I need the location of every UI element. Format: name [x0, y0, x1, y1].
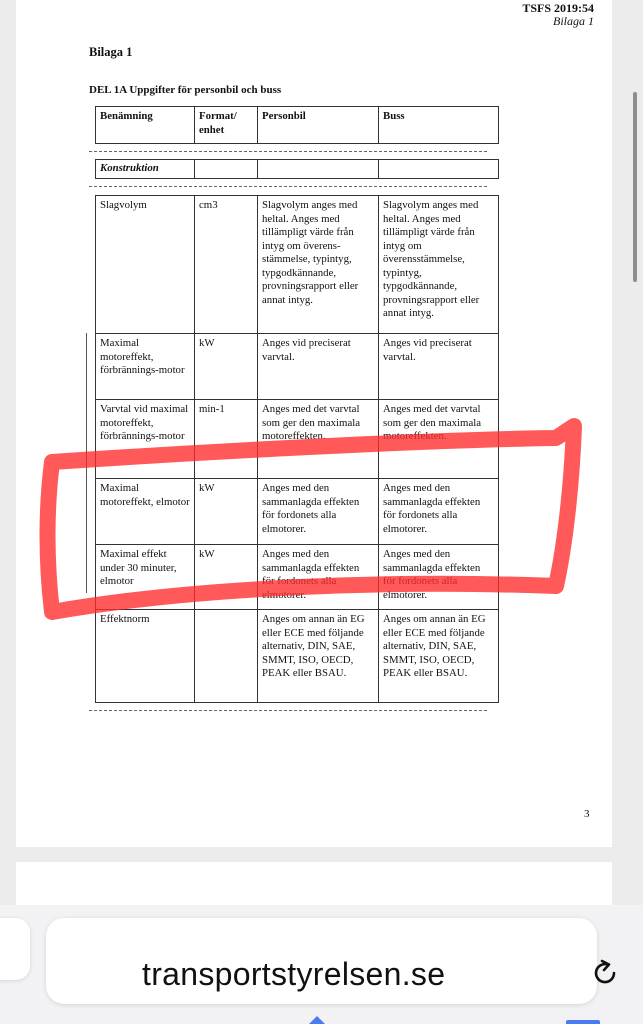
row-name: Maximal effekt under 30 minuter, elmotor — [96, 545, 195, 610]
row-buss: Anges med den sammanlagda effekten för fordonets alla elmotorer. — [379, 479, 499, 545]
row-personbil: Anges med den sammanlagda effekten för fordonets alla elmotorer. — [258, 545, 379, 610]
row-buss: Anges vid preciserat varvtal. — [379, 334, 499, 400]
row-personbil: Anges vid preciserat varvtal. — [258, 334, 379, 400]
row-name: Maximal motoreffekt, förbrännings-motor — [96, 334, 195, 400]
row-name: Varvtal vid maximal motoreffekt, förbrännings-motor — [96, 400, 195, 479]
chevron-up-icon[interactable] — [309, 1016, 325, 1024]
row-unit: kW — [195, 479, 258, 545]
row-personbil: Anges med den sammanlagda effekten för fordonets alla elmotorer. — [258, 479, 379, 545]
address-text[interactable]: transportstyrelsen.se — [142, 956, 446, 992]
row-name: Effektnorm — [96, 610, 195, 703]
row-buss: Anges med det varvtal som ger den maximala motoreffekten. — [379, 400, 499, 479]
row-personbil: Anges med det varvtal som ger den maximala motoreffekten. — [258, 400, 379, 479]
row-unit: kW — [195, 545, 258, 610]
row-name: Slagvolym — [96, 196, 195, 334]
appendix-label: Bilaga 1 — [553, 14, 594, 28]
row-unit: cm3 — [195, 196, 258, 334]
row-unit: min-1 — [195, 400, 258, 479]
col-header-buss: Buss — [379, 107, 499, 144]
appendix-title: Bilaga 1 — [89, 45, 133, 59]
tab-indicator — [566, 1020, 600, 1024]
row-buss: Anges om annan än EG eller ECE med följande alternativ, DIN, SAE, SMMT, ISO, OECD, PEAK eller BSAU. — [379, 610, 499, 703]
reload-icon[interactable] — [590, 958, 620, 988]
tab-switcher-button[interactable] — [0, 918, 30, 980]
section-title: DEL 1A Uppgifter för personbil och buss — [89, 84, 282, 96]
browser-bottom-bar — [0, 905, 643, 1024]
address-bar[interactable] — [46, 918, 597, 1004]
col-header-personbil: Personbil — [258, 107, 379, 144]
row-unit: kW — [195, 334, 258, 400]
group-label: Konstruktion — [96, 160, 195, 179]
row-buss: Anges med den sammanlagda effekten för fordonets alla elmotorer. — [379, 545, 499, 610]
document-code: TSFS 2019:54 — [522, 1, 594, 15]
page-number: 3 — [584, 808, 590, 820]
col-header-name: Benämning — [96, 107, 195, 144]
row-personbil: Slagvolym anges med heltal. Anges med tillämpligt värde från intyg om överens-stämmelse, typintyg, typgodkännande, provningsrapport eller annat intyg. — [258, 196, 379, 334]
row-buss: Slagvolym anges med heltal. Anges med tillämpligt värde från intyg om överensstämmelse, typintyg, typgodkännande, provningsrapport eller annat intyg. — [379, 196, 499, 334]
row-personbil: Anges om annan än EG eller ECE med följande alternativ, DIN, SAE, SMMT, ISO, OECD, PEAK eller BSAU. — [258, 610, 379, 703]
row-name: Maximal motoreffekt, elmotor — [96, 479, 195, 545]
col-header-unit: Format/ enhet — [195, 107, 258, 144]
